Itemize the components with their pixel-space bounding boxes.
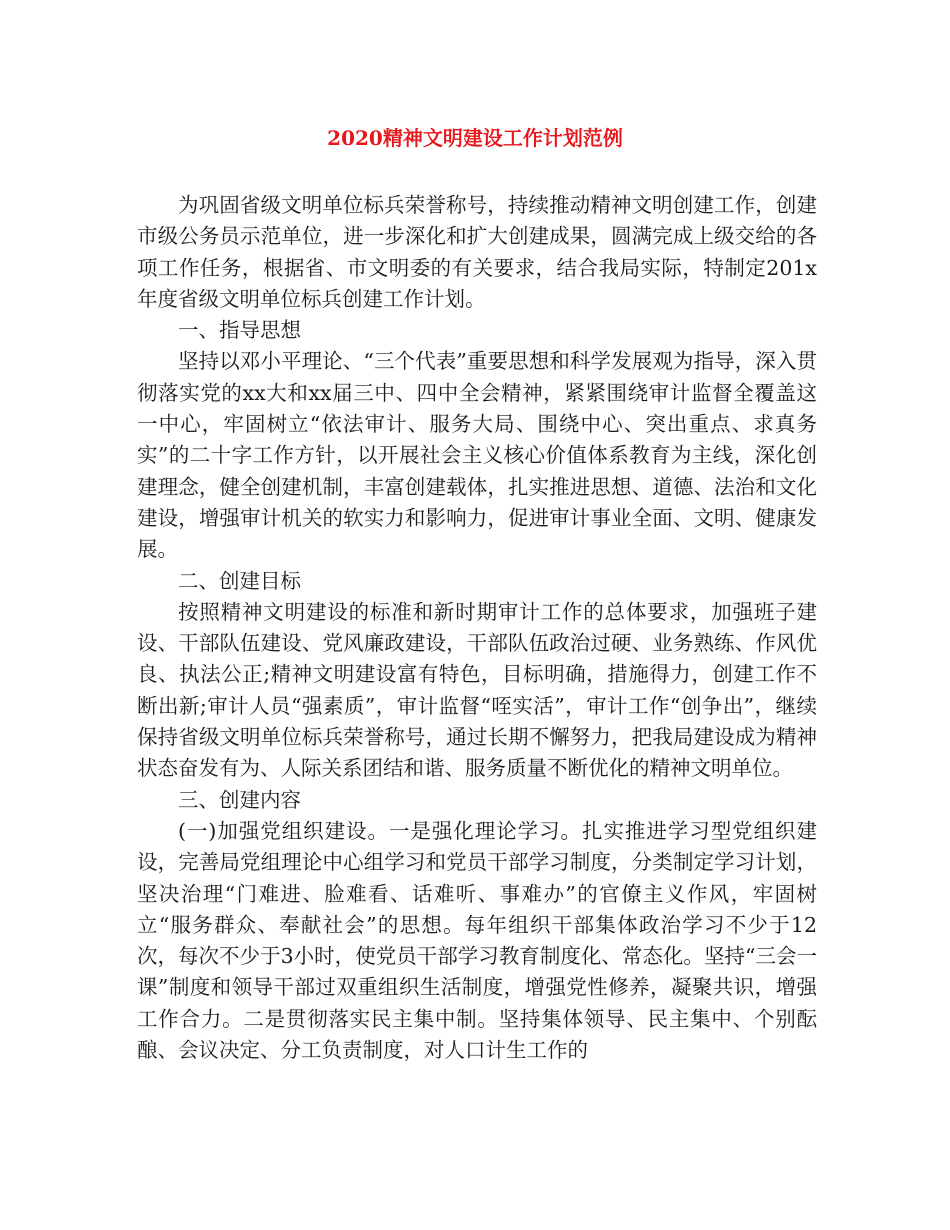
section-heading-guiding-thought: 一、指导思想 [178,318,301,343]
section-paragraph-guiding-thought: 坚持以邓小平理论、“三个代表”重要思想和科学发展观为指导，深入贯彻落实党的xx大和xx届三中、四中全会精神，紧紧围绕审计监督全覆盖这一中心，牢固树立“依法审计、服务大局、围绕中心、突出重点、求真务实”的二十字工作方针，以开展社会主义核心价值体系教育为主线，深化创建理念，健全创建机制，丰富创建载体，扎实推进思想、道德、法治和文化建设，增强审计机关的软实力和影响力，促进审计事业全面、文明、健康发展。 [137,349,817,562]
section-paragraph-goals: 按照精神文明建设的标准和新时期审计工作的总体要求，加强班子建设、干部队伍建设、党风廉政建设，干部队伍政治过硬、业务熟练、作风优良、执法公正;精神文明建设富有特色，目标明确，措施得力，创建工作不断出新;审计人员“强素质”，审计监督“咥实活”，审计工作“创争出”，继续保持省级文明单位标兵荣誉称号，通过长期不懈努力，把我局建设成为精神状态奋发有为、人际关系团结和谐、服务质量不断优化的精神文明单位。 [137,599,817,781]
section-heading-content: 三、创建内容 [178,787,301,812]
section-paragraph-content: (一)加强党组织建设。一是强化理论学习。扎实推进学习型党组织建设，完善局党组理论中心组学习和党员干部学习制度，分类制定学习计划，坚决治理“门难进、脸难看、话难听、事难办”的官僚主义作风，牢固树立“服务群众、奉献社会”的思想。每年组织干部集体政治学习不少于12次，每次不少于3小时，使党员干部学习教育制度化、常态化。坚持“三会一课”制度和领导干部过双重组织生活制度，增强党性修养，凝聚共识，增强工作合力。二是贯彻落实民主集中制。坚持集体领导、民主集中、个别酝酿、会议决定、分工负责制度，对人口计生工作的 [137,818,817,1063]
section-heading-goals: 二、创建目标 [178,568,301,593]
intro-paragraph: 为巩固省级文明单位标兵荣誉称号，持续推动精神文明创建工作，创建市级公务员示范单位，进一步深化和扩大创建成果，圆满完成上级交给的各项工作任务，根据省、市文明委的有关要求，结合我局实际，特制定201x年度省级文明单位标兵创建工作计划。 [137,193,817,311]
document-title: 2020精神文明建设工作计划范例 [327,126,623,150]
document-body [137,190,817,1066]
